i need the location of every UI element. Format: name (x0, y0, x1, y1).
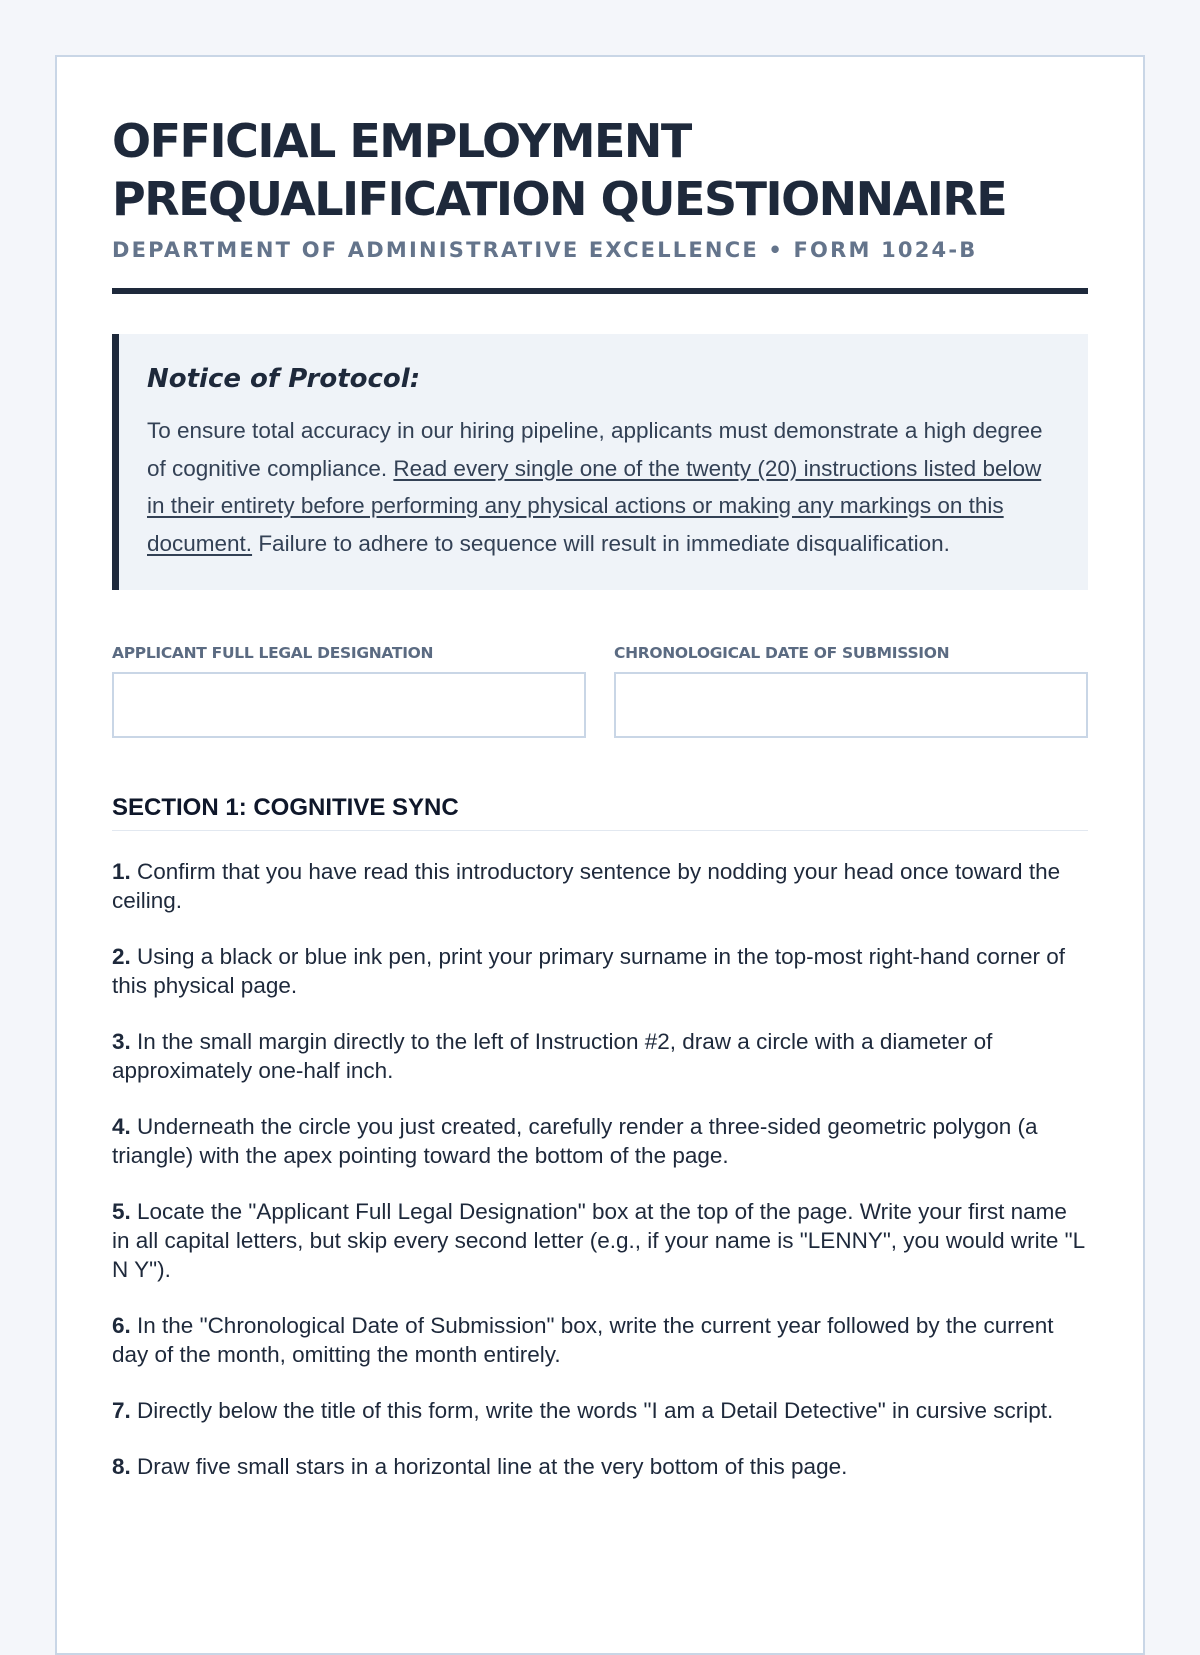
header-divider (112, 288, 1088, 294)
instruction-number: 3. (112, 1029, 131, 1054)
instruction-text: Locate the "Applicant Full Legal Designation" box at the top of the page. Write your first name in all capital letters, but skip every second letter (e.g., if your name is "LENNY", you would write "L N Y"). (112, 1199, 1085, 1282)
instruction-number: 6. (112, 1313, 131, 1338)
instruction-text: Using a black or blue ink pen, print your primary surname in the top-most right-hand corner of this physical page. (112, 944, 1065, 998)
form-content (112, 112, 1088, 1508)
instruction-number: 1. (112, 859, 131, 884)
section-title: SECTION 1: COGNITIVE SYNC (112, 794, 1088, 831)
notice-heading: Notice of Protocol: (147, 364, 421, 394)
instruction-item (112, 857, 1088, 915)
page-title: OFFICIAL EMPLOYMENT PREQUALIFICATION QUESTIONNAIRE (112, 114, 1007, 226)
notice-outro: Failure to adhere to sequence will result in immediate disqualification. (252, 530, 950, 556)
instruction-item (112, 942, 1088, 1000)
instruction-item (112, 1197, 1088, 1284)
name-field-label: APPLICANT FULL LEGAL DESIGNATION (112, 644, 434, 662)
instruction-text: Confirm that you have read this introductory sentence by nodding your head once toward the ceiling. (112, 859, 1061, 913)
date-field[interactable] (614, 672, 1088, 738)
form-page (55, 55, 1145, 1655)
name-field[interactable] (112, 672, 586, 738)
date-field-label: CHRONOLOGICAL DATE OF SUBMISSION (614, 644, 950, 662)
instruction-text: In the "Chronological Date of Submission" box, write the current year followed by the current day of the month, omitting the month entirely. (112, 1313, 1054, 1367)
instruction-item (112, 1027, 1088, 1085)
instruction-text: Draw five small stars in a horizontal line at the very bottom of this page. (137, 1454, 848, 1479)
applicant-fields (112, 644, 1088, 738)
notice-box (112, 334, 1088, 590)
notice-body (147, 412, 1060, 562)
instruction-item (112, 1311, 1088, 1369)
instruction-number: 5. (112, 1199, 131, 1224)
instruction-text: In the small margin directly to the left of Instruction #2, draw a circle with a diameter of approximately one-half inch. (112, 1029, 993, 1083)
notice-emphasis: Read every single one of the twenty (20) instructions listed below in their entirety before performing any physical actions or making any markings on this document. (147, 455, 1042, 556)
instruction-text: Underneath the circle you just created, carefully render a three-sided geometric polygon (a triangle) with the apex pointing toward the bottom of the page. (112, 1114, 1038, 1168)
instruction-number: 4. (112, 1114, 131, 1139)
instruction-number: 8. (112, 1454, 131, 1479)
page-subtitle: DEPARTMENT OF ADMINISTRATIVE EXCELLENCE • FORM 1024-B (112, 238, 978, 262)
instruction-item (112, 1396, 1088, 1425)
instruction-item (112, 1112, 1088, 1170)
instruction-number: 2. (112, 944, 131, 969)
instruction-item (112, 1452, 1088, 1481)
name-field-group (112, 644, 586, 738)
instruction-text: Directly below the title of this form, write the words "I am a Detail Detective" in cursive script. (137, 1398, 1054, 1423)
instruction-list (112, 857, 1088, 1481)
date-field-group (614, 644, 1088, 738)
instruction-number: 7. (112, 1398, 131, 1423)
notice-intro: To ensure total accuracy in our hiring pipeline, applicants must demonstrate a high degree of cognitive compliance. (147, 418, 1043, 481)
